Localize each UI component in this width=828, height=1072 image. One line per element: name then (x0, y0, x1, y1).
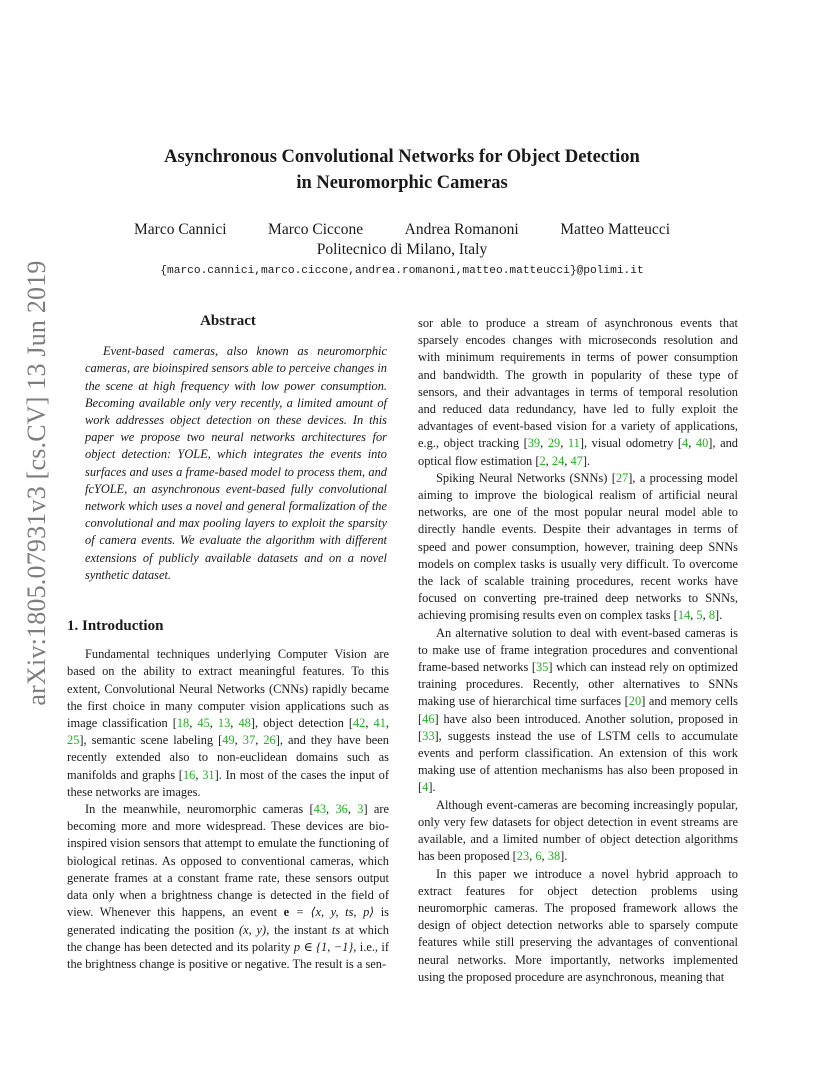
paragraph: Spiking Neural Networks (SNNs) [27], a processing model aiming to improve the biological realism of artificial neural networks, are one of the most popular neural model able to directly handle events. Despite their advantages in terms of speed and power consumption, however, training deep SNNs models on complex tasks is usually very difficult. To overcome the lack of scalable training procedures, recent works have focused on converting pre-trained deep networks to SNNs, achieving promising results even on complex tasks [14, 5, 8]. (418, 470, 738, 623)
citation-link[interactable]: 24 (551, 453, 565, 468)
citation-link[interactable]: 37 (242, 733, 256, 748)
citation-link[interactable]: 6 (535, 849, 542, 864)
citation-link[interactable]: 13 (217, 716, 231, 731)
citation-link[interactable]: 33 (422, 728, 435, 743)
author-name: Marco Ciccone (268, 221, 364, 238)
arxiv-identifier-text: arXiv:1805.07931v3 [cs.CV] 13 Jun 2019 (22, 260, 51, 706)
citation-link[interactable]: 35 (536, 660, 549, 675)
citation-link[interactable]: 45 (197, 716, 210, 731)
paragraph: In this paper we introduce a novel hybrid approach to extract features for object detection problems using neuromorphic cameras. The proposed framework allows the design of object detection networks able to sparsely compute features while still preserving the advantages of conventional neural networks. More importantly, networks implemented using the proposed procedure are asynchronous, meaning that (418, 866, 738, 984)
math-expression: = ⟨x, y, ts, p⟩ (289, 905, 375, 920)
citation-link[interactable]: 36 (335, 802, 348, 817)
abstract-text: Event-based cameras, also known as neuromorphic cameras, are bioinspired sensors able to perceive changes in the scene at high frequency with low power consumption. Becoming available only very recently, a limited amount of work addresses object detection on these devices. In this paper we propose two neural networks architectures for object detection: YOLE, which integrates the events into surfaces and uses a frame-based model to process them, and fcYOLE, an asynchronous event-based fully convolutional network which uses a novel and general formalization of the convolutional and max pooling layers to exploit the sparsity of camera events. We evaluate the algorithm with different extensions of publicly available datasets and on a novel synthetic dataset. (85, 344, 387, 582)
citation-link[interactable]: 14 (677, 608, 691, 623)
citation-link[interactable]: 39 (527, 436, 541, 451)
math-expression: (x, y) (239, 922, 267, 937)
citation-link[interactable]: 40 (695, 436, 709, 451)
arxiv-identifier (22, 260, 52, 706)
paper-title (100, 144, 704, 196)
citation-link[interactable]: 42 (352, 716, 366, 731)
paragraph: In the meanwhile, neuromorphic cameras [43, 36, 3] are becoming more and more widespread. These devices are bio-inspired vision sensors that attempt to emulate the functioning of biological retinas. As opposed to conventional cameras, which generate frames at a constant frame rate, these sensors output data only when a brightness change is detected in the field of view. Whenever this happens, an event e = ⟨x, y, ts, p⟩ is generated indicating the position (x, y), the instant ts at which the change has been detected and its polarity p ∈ {1, −1}, i.e., if the brightness change is positive or negative. The result is a sen- (67, 802, 389, 971)
math-expression: ts (331, 922, 341, 937)
author-block (100, 220, 704, 277)
citation-link[interactable]: 49 (222, 733, 235, 748)
paragraph: sor able to produce a stream of asynchronous events that sparsely encodes changes with microseconds resolution and with minimum requirements in terms of power consumption and bandwidth. The growth in popularity of these type of sensors, and their advantages in terms of temporal resolution and reduced data redundancy, have led to fully exploit the advantages of event-based vision for a variety of applications, e.g., object tracking [39, 29, 11], visual odometry [4, 40], and optical flow estimation [2, 24, 47]. (418, 316, 738, 468)
citation-link[interactable]: 20 (628, 694, 642, 709)
citation-link[interactable]: 38 (547, 849, 561, 864)
citation-link[interactable]: 4 (682, 436, 689, 451)
citation-link[interactable]: 43 (313, 802, 327, 817)
math-expression: p ∈ {1, −1} (293, 939, 354, 954)
paper-title-line-2: in Neuromorphic Cameras (296, 173, 508, 193)
citation-link[interactable]: 47 (570, 453, 583, 468)
abstract-heading: Abstract (200, 313, 256, 329)
paragraph: Although event-cameras are becoming increasingly popular, only very few datasets for object detection in event streams are available, and a limited number of object detection algorithms has been proposed [23, 6, 38]. (418, 797, 738, 864)
left-column (67, 313, 389, 973)
affiliation: Politecnico di Milano, Italy (316, 241, 488, 258)
author-name: Marco Cannici (134, 221, 227, 238)
citation-link[interactable]: 41 (373, 716, 386, 731)
citation-link[interactable]: 5 (696, 608, 703, 623)
citation-link[interactable]: 31 (202, 767, 215, 782)
citation-link[interactable]: 2 (539, 453, 546, 468)
author-name: Matteo Matteucci (560, 221, 670, 238)
citation-link[interactable]: 27 (615, 470, 629, 485)
citation-link[interactable]: 11 (567, 436, 580, 451)
citation-link[interactable]: 29 (547, 436, 561, 451)
citation-link[interactable]: 48 (238, 716, 251, 731)
author-emails: {marco.cannici,marco.ciccone,andrea.romanoni,matteo.matteucci}@polimi.it (160, 265, 644, 277)
paper-title-line-1: Asynchronous Convolutional Networks for Object Detection (164, 147, 640, 167)
right-column (418, 315, 738, 986)
paragraph: An alternative solution to deal with event-based cameras is to make use of frame integration procedures and conventional frame-based networks [35] which can instead rely on optimized training procedures. Recently, other alternatives to SNNs making use of hierarchical time surfaces [20] and memory cells [46] have also been introduced. Another solution, proposed in [33], suggests instead the use of LSTM cells to accumulate events and perform classification. An extension of this work making use of attention mechanisms has also been proposed in [4]. (418, 625, 738, 795)
section-heading-introduction: 1. Introduction (67, 618, 164, 635)
citation-link[interactable]: 46 (422, 711, 435, 726)
math-symbol: e (283, 905, 290, 920)
citation-link[interactable]: 4 (422, 780, 429, 795)
citation-link[interactable]: 26 (263, 733, 276, 748)
citation-link[interactable]: 3 (357, 802, 364, 817)
citation-link[interactable]: 8 (708, 608, 716, 623)
abstract (67, 343, 389, 584)
paragraph: Fundamental techniques underlying Computer Vision are based on the ability to extract meaningful features. To this extent, Convolutional Neural Networks (CNNs) rapidly became the first choice in many computer vision applications such as image classification [18, 45, 13, 48], object detection [42, 41, 25], semantic scene labeling [49, 37, 26], and they have been recently extended also to non-euclidean domains such as manifolds and graphs [16, 31]. In most of the cases the input of these networks are images. (67, 647, 389, 799)
citation-link[interactable]: 23 (516, 849, 530, 864)
citation-link[interactable]: 25 (67, 733, 80, 748)
citation-link[interactable]: 16 (182, 767, 196, 782)
author-list (100, 220, 704, 240)
author-name: Andrea Romanoni (404, 221, 519, 238)
citation-link[interactable]: 18 (176, 716, 190, 731)
